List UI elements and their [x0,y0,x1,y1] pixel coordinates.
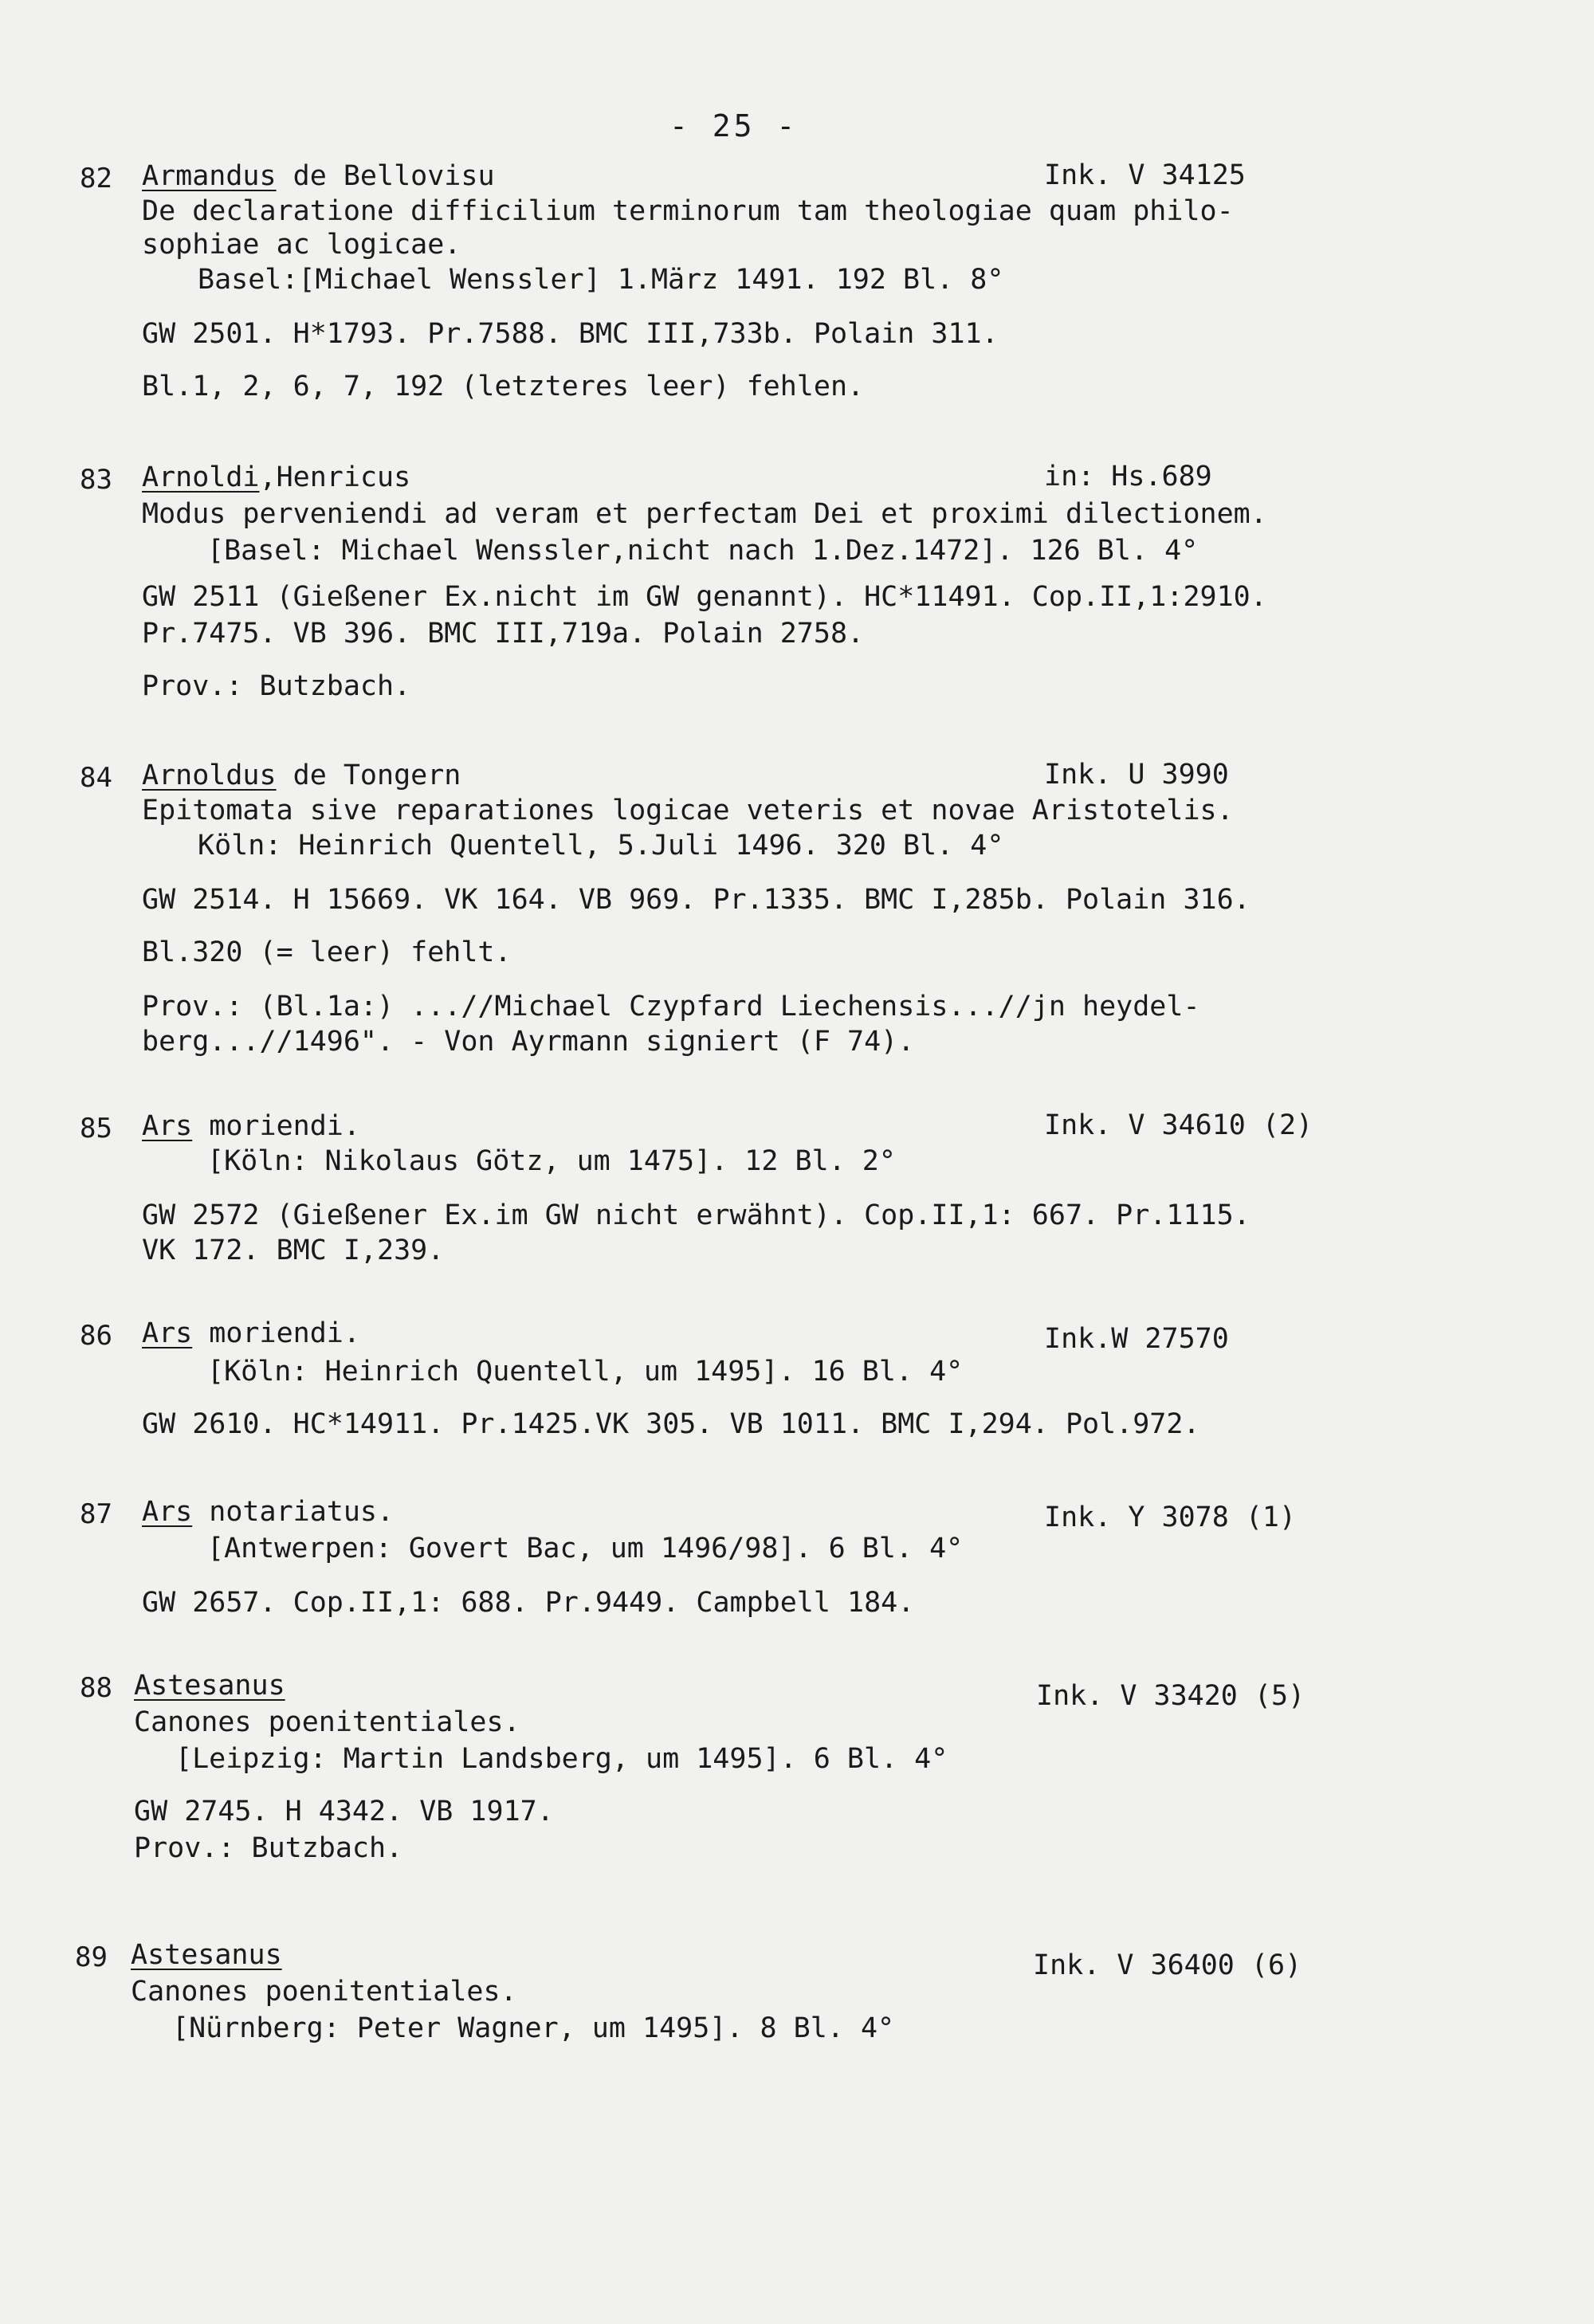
heading-name: Arnoldi [142,461,260,493]
heading-name: Astesanus [134,1670,285,1702]
heading-rest: moriendi. [192,1110,360,1142]
page-number: - 25 - [669,108,799,143]
entry-line: GW 2511 (Gießener Ex.nicht im GW genannt). HC*11491. Cop.II,1:2910. [142,581,1267,613]
entry-line: Pr.7475. VB 396. BMC III,719a. Polain 2758. [142,618,865,650]
entry-line: [Antwerpen: Govert Bac, um 1496/98]. 6 Bl. 4° [207,1533,964,1564]
heading-name: Ars [142,1110,193,1142]
heading-name: Arnoldus [142,760,277,791]
heading-name: Ars [142,1496,193,1528]
heading-rest: de Bellovisu [276,160,495,192]
entry-line: Canones poenitentiales. [131,1976,517,2008]
call-number: in: Hs.689 [1044,461,1212,493]
call-number: Ink.W 27570 [1044,1323,1229,1355]
entry-line: GW 2501. H*1793. Pr.7588. BMC III,733b. Polain 311. [142,318,999,350]
entry-line: [Nürnberg: Peter Wagner, um 1495]. 8 Bl. 4° [172,2012,895,2044]
heading-rest: moriendi. [192,1317,360,1349]
heading-name: Ars [142,1317,193,1349]
heading-name: Astesanus [131,1939,282,1971]
entry-number: 88 [80,1672,112,1704]
entry-line: GW 2514. H 15669. VK 164. VB 969. Pr.1335. BMC I,285b. Polain 316. [142,884,1250,916]
call-number: Ink. V 36400 (6) [1033,1949,1302,1981]
entry-line: Prov.: Butzbach. [142,670,411,702]
entry-line: Bl.1, 2, 6, 7, 192 (letzteres leer) fehlen. [142,371,865,402]
entry-line: GW 2610. HC*14911. Pr.1425.VK 305. VB 1011. BMC I,294. Pol.972. [142,1408,1200,1440]
entry-heading [131,1938,282,1972]
entry-line: Köln: Heinrich Quentell, 5.Juli 1496. 320 Bl. 4° [198,830,1004,862]
entry-line: GW 2745. H 4342. VB 1917. [134,1796,554,1827]
entry-line: De declaratione difficilium terminorum tam theologiae quam philo- [142,195,1234,227]
entry-line: GW 2572 (Gießener Ex.im GW nicht erwähnt). Cop.II,1: 667. Pr.1115. [142,1199,1250,1231]
heading-rest: ,Henricus [259,461,411,493]
call-number: Ink. V 34125 [1044,159,1246,191]
entry-line: Bl.320 (= leer) fehlt. [142,936,512,968]
heading-rest: notariatus. [192,1496,395,1528]
call-number: Ink. V 33420 (5) [1036,1680,1305,1712]
entry-line: berg...//1496". - Von Ayrmann signiert (F 74). [142,1026,915,1058]
entry-line: [Köln: Heinrich Quentell, um 1495]. 16 Bl. 4° [207,1356,964,1388]
entry-line: sophiae ac logicae. [142,229,461,261]
entry-line: [Leipzig: Martin Landsberg, um 1495]. 6 Bl. 4° [175,1743,948,1775]
entry-line: Prov.: Butzbach. [134,1832,403,1864]
entry-line: Prov.: (Bl.1a:) ...//Michael Czypfard Liechensis...//jn heydel- [142,991,1200,1023]
entry-number: 87 [80,1498,112,1530]
entry-heading [142,159,495,193]
entry-number: 83 [80,464,112,496]
entry-line: Modus perveniendi ad veram et perfectam Dei et proximi dilectionem. [142,498,1267,530]
entry-line: [Basel: Michael Wenssler,nicht nach 1.Dez.1472]. 126 Bl. 4° [207,535,1199,567]
entry-line: GW 2657. Cop.II,1: 688. Pr.9449. Campbell 184. [142,1587,915,1619]
entry-heading [142,759,461,792]
call-number: Ink. V 34610 (2) [1044,1109,1313,1141]
entry-line: [Köln: Nikolaus Götz, um 1475]. 12 Bl. 2° [207,1145,896,1177]
heading-name: Armandus [142,160,277,192]
entry-number: 84 [80,762,112,794]
entry-heading [142,461,410,494]
heading-rest: de Tongern [276,760,461,791]
entry-number: 86 [80,1320,112,1352]
entry-number: 82 [80,163,112,194]
entry-heading [142,1495,394,1529]
call-number: Ink. Y 3078 (1) [1044,1502,1297,1533]
entry-number: 89 [75,1941,108,1973]
entry-heading [142,1109,360,1143]
call-number: Ink. U 3990 [1044,759,1229,791]
entry-line: Epitomata sive reparationes logicae veteris et novae Aristotelis. [142,795,1234,826]
entry-number: 85 [80,1113,112,1144]
entry-line: Basel:[Michael Wenssler] 1.März 1491. 192 Bl. 8° [198,264,1004,296]
entry-heading [134,1669,285,1702]
entry-line: VK 172. BMC I,239. [142,1235,445,1266]
entry-heading [142,1317,360,1350]
entry-line: Canones poenitentiales. [134,1706,520,1738]
